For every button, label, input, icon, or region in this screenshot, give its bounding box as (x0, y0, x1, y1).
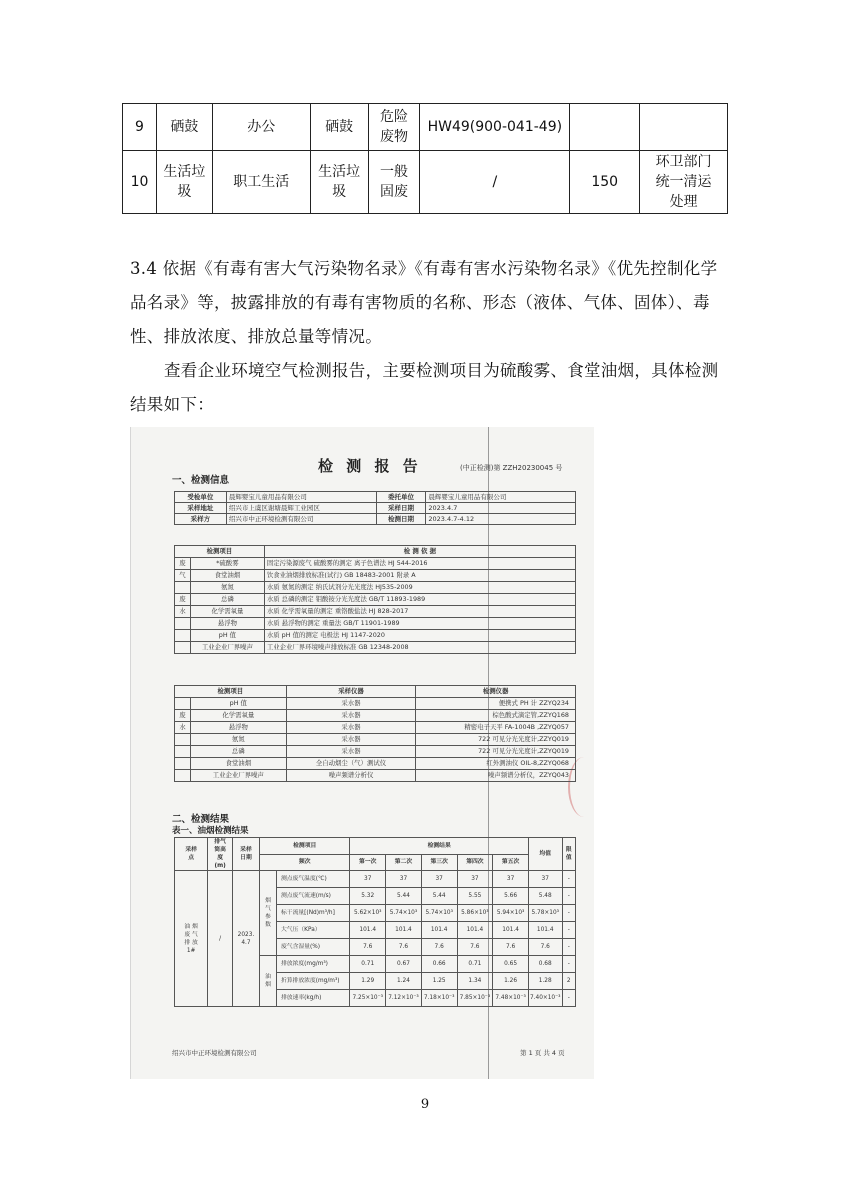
header-cell: 采样仪器 (286, 686, 416, 698)
cell: 办公 (212, 104, 310, 151)
result-value: 1.29 (350, 973, 386, 990)
result-value: 7.6 (493, 939, 529, 956)
info-label: 检测日期 (376, 514, 426, 525)
table-row (175, 618, 576, 630)
result-value: 101.4 (386, 922, 422, 939)
page-number: 9 (420, 1097, 430, 1112)
result-item: 测点废气流速(m/s) (276, 888, 349, 905)
result-value: 5.74×10³ (386, 905, 422, 922)
header-run: 第三次 (421, 854, 457, 871)
methods-table (174, 545, 576, 654)
result-value: 1.26 (493, 973, 529, 990)
cell: 职工生活 (212, 151, 310, 214)
sampler-cell: 全自动烟尘（气）测试仪 (286, 758, 416, 770)
item-cell: 化学需氧量 (190, 606, 264, 618)
info-table (174, 491, 576, 525)
result-value: 5.44 (421, 888, 457, 905)
basis-cell: 水质 氨氮的测定 纳氏试剂分光光度法 HJ535-2009 (264, 582, 575, 594)
group-cell: 废 (175, 558, 191, 570)
info-value: 晨辉婴宝儿童用品有限公司 (226, 492, 376, 503)
group-cell: 气 (175, 570, 191, 582)
table-row (175, 871, 576, 888)
result-value: 7.18×10⁻³ (421, 990, 457, 1007)
result-limit: - (562, 956, 576, 973)
result-average: 5.78×10³ (528, 905, 562, 922)
result-value: 5.55 (457, 888, 493, 905)
result-average: 7.6 (528, 939, 562, 956)
info-label: 采样方 (175, 514, 227, 525)
result-value: 101.4 (350, 922, 386, 939)
result-value: 0.65 (493, 956, 529, 973)
info-value: 绍兴市上虞区谢塘晨辉工业园区 (226, 503, 376, 514)
header-cell: 检测项目 (175, 686, 287, 698)
report-intro-paragraph: 查看企业环境空气检测报告，主要检测项目为硫酸雾、食堂油烟，具体检测结果如下： (130, 361, 719, 414)
sampler-cell: 采水器 (286, 698, 416, 710)
basis-cell: 水质 总磷的测定 钼酸铵分光光度法 GB/T 11893-1989 (264, 594, 575, 606)
result-value: 37 (457, 871, 493, 888)
result-item: 测点废气温度(℃) (276, 871, 349, 888)
detector-cell: 精密电子天平 FA-1004B ,ZZYQ057 (416, 722, 576, 734)
result-average: 7.40×10⁻³ (528, 990, 562, 1007)
table-row (175, 642, 576, 654)
group-cell (175, 746, 191, 758)
result-value: 101.4 (421, 922, 457, 939)
result-value: 7.85×10⁻³ (457, 990, 493, 1007)
section-heading-results: 二、检测结果 (172, 814, 230, 825)
group-flue-gas: 烟 气 参 数 (260, 871, 277, 956)
info-label: 采样地址 (175, 503, 227, 514)
item-cell: 化学需氧量 (190, 710, 286, 722)
header-cell: 检测仪器 (416, 686, 576, 698)
result-value: 0.71 (350, 956, 386, 973)
item-cell: 工业企业厂界噪声 (190, 642, 264, 654)
table-1-title: 表一、油烟检测结果 (172, 826, 249, 836)
group-cell (175, 642, 191, 654)
header-freq: 频次 (260, 854, 350, 871)
header-date: 采样 日期 (232, 838, 259, 871)
cell: 生活垃 圾 (156, 151, 212, 214)
result-average: 0.68 (528, 956, 562, 973)
group-cell: 废 (175, 710, 191, 722)
info-value: 2023.4.7-4.12 (426, 514, 576, 525)
sampler-cell: 噪声频谱分析仪 (286, 770, 416, 782)
waste-table (122, 103, 728, 214)
table-header (175, 546, 576, 558)
result-average: 1.28 (528, 973, 562, 990)
result-average: 5.48 (528, 888, 562, 905)
result-value: 1.34 (457, 973, 493, 990)
result-item: 折算排放浓度(mg/m³) (276, 973, 349, 990)
sampling-date: 2023. 4.7 (232, 871, 259, 1007)
result-limit: - (562, 939, 576, 956)
group-cell (175, 770, 191, 782)
group-cell: 废 (175, 594, 191, 606)
basis-cell: 饮食业油烟排放标准(试行) GB 18483-2001 附录 A (264, 570, 575, 582)
table-row (175, 594, 576, 606)
header-limit: 限 值 (562, 838, 576, 871)
table-row (175, 606, 576, 618)
result-item: 标干流量[(Nd)m³/h] (276, 905, 349, 922)
table-row (175, 558, 576, 570)
group-cell (175, 618, 191, 630)
result-value: 5.62×10³ (350, 905, 386, 922)
result-limit: - (562, 905, 576, 922)
result-value: 5.86×10³ (457, 905, 493, 922)
basis-cell: 工业企业厂界环境噪声排放标准 GB 12348-2008 (264, 642, 575, 654)
group-cell: 水 (175, 722, 191, 734)
header-result: 检测结果 (350, 838, 529, 855)
cell: HW49(900-041-49) (420, 104, 570, 151)
result-value: 5.32 (350, 888, 386, 905)
result-limit: - (562, 922, 576, 939)
cell: 一般 固废 (368, 151, 420, 214)
result-limit: - (562, 990, 576, 1007)
group-cell (175, 758, 191, 770)
info-value: 绍兴市中正环境检测有限公司 (226, 514, 376, 525)
result-limit: - (562, 888, 576, 905)
group-cell (175, 734, 191, 746)
result-value: 0.71 (457, 956, 493, 973)
report-number: (中正检测)第 ZZH20230045 号 (460, 464, 563, 472)
sampler-cell: 采水器 (286, 722, 416, 734)
detector-cell: 722 可见分光光度计,ZZYQ019 (416, 746, 576, 758)
result-average: 37 (528, 871, 562, 888)
cell: 硒鼓 (310, 104, 368, 151)
detector-cell: 722 可见分光光度计,ZZYQ019 (416, 734, 576, 746)
header-run: 第一次 (350, 854, 386, 871)
result-value: 0.66 (421, 956, 457, 973)
table-row (175, 514, 576, 525)
cell (570, 104, 640, 151)
table-row (175, 722, 576, 734)
result-value: 101.4 (493, 922, 529, 939)
item-cell: 总磷 (190, 746, 286, 758)
result-value: 0.67 (386, 956, 422, 973)
detector-cell: 棕色酸式滴定管,ZZYQ168 (416, 710, 576, 722)
cell: 环卫部门 统一清运 处理 (640, 151, 728, 214)
table-header (175, 838, 576, 855)
info-value: 2023.4.7 (426, 503, 576, 514)
result-value: 5.44 (386, 888, 422, 905)
item-cell: 食堂油烟 (190, 570, 264, 582)
group-cell (175, 698, 191, 710)
cell: 危险 废物 (368, 104, 420, 151)
group-oil-fume: 油 烟 (260, 956, 277, 1007)
result-value: 5.74×10³ (421, 905, 457, 922)
header-cell: 检测项目 (175, 546, 265, 558)
info-label: 委托单位 (376, 492, 426, 503)
cell: 150 (570, 151, 640, 214)
cell: 生活垃 圾 (310, 151, 368, 214)
section-heading-info: 一、检测信息 (172, 475, 230, 486)
result-value: 5.94×10³ (493, 905, 529, 922)
item-cell: *硫酸雾 (190, 558, 264, 570)
result-item: 排放浓度(mg/m³) (276, 956, 349, 973)
detector-cell: 便携式 PH 计 ZZYQ234 (416, 698, 576, 710)
header-run: 第五次 (493, 854, 529, 871)
item-cell: 食堂油烟 (190, 758, 286, 770)
sampler-cell: 采水器 (286, 734, 416, 746)
report-title: 检 测 报 告 (318, 457, 422, 475)
result-limit: 2 (562, 973, 576, 990)
item-cell: 悬浮物 (190, 722, 286, 734)
header-run: 第四次 (457, 854, 493, 871)
result-value: 5.66 (493, 888, 529, 905)
cell (640, 104, 728, 151)
item-cell: pH 值 (190, 630, 264, 642)
cell: 硒鼓 (156, 104, 212, 151)
sampler-cell: 采水器 (286, 710, 416, 722)
table-row (175, 492, 576, 503)
item-cell: 氨氮 (190, 734, 286, 746)
result-average: 101.4 (528, 922, 562, 939)
group-cell: 水 (175, 606, 191, 618)
report-footer-company: 绍兴市中正环境检测有限公司 (172, 1049, 257, 1057)
result-limit: - (562, 871, 576, 888)
detector-cell: 红外测油仪 OIL-8,ZZYQ068 (416, 758, 576, 770)
item-cell: 总磷 (190, 594, 264, 606)
result-value: 7.6 (386, 939, 422, 956)
result-value: 7.6 (457, 939, 493, 956)
result-value: 37 (350, 871, 386, 888)
result-value: 7.6 (421, 939, 457, 956)
result-value: 1.25 (421, 973, 457, 990)
group-cell (175, 630, 191, 642)
scanned-test-report (130, 427, 594, 1079)
instruments-table (174, 685, 576, 782)
header-run: 第二次 (386, 854, 422, 871)
table-row (175, 758, 576, 770)
cell: 10 (123, 151, 157, 214)
result-value: 37 (493, 871, 529, 888)
result-value: 7.6 (350, 939, 386, 956)
result-item: 大气压（KPa） (276, 922, 349, 939)
results-table (174, 837, 576, 1007)
result-value: 37 (386, 871, 422, 888)
header-avg: 均值 (528, 838, 562, 871)
sampler-cell: 采水器 (286, 746, 416, 758)
table-row (175, 630, 576, 642)
table-row (123, 104, 728, 151)
result-value: 7.48×10⁻³ (493, 990, 529, 1007)
item-cell: 悬浮物 (190, 618, 264, 630)
header-point: 采样 点 (175, 838, 208, 871)
table-row (175, 746, 576, 758)
detector-cell: 噪声频谱分析仪，ZZYQ043 (416, 770, 576, 782)
header-item: 检测项目 (260, 838, 350, 855)
result-value: 1.24 (386, 973, 422, 990)
header-cell: 检 测 依 据 (264, 546, 575, 558)
table-row (175, 710, 576, 722)
result-value: 101.4 (457, 922, 493, 939)
basis-cell: 固定污染源废气 硫酸雾的测定 离子色谱法 HJ 544-2016 (264, 558, 575, 570)
info-label: 采样日期 (376, 503, 426, 514)
info-label: 受检单位 (175, 492, 227, 503)
item-cell: 氨氮 (190, 582, 264, 594)
report-footer-page: 第 1 页 共 4 页 (520, 1049, 565, 1057)
table-row (123, 151, 728, 214)
table-row (175, 582, 576, 594)
table-row (175, 698, 576, 710)
table-row (175, 503, 576, 514)
basis-cell: 水质 悬浮物的测定 重量法 GB/T 11901-1989 (264, 618, 575, 630)
result-value: 37 (421, 871, 457, 888)
info-value: 晨辉婴宝儿童用品有限公司 (426, 492, 576, 503)
table-row (175, 734, 576, 746)
cell: / (420, 151, 570, 214)
item-cell: pH 值 (190, 698, 286, 710)
group-cell (175, 582, 191, 594)
basis-cell: 水质 化学需氧量的测定 重铬酸盐法 HJ 828-2017 (264, 606, 575, 618)
sampling-point: 油 烟 废 气 排 放 1# (175, 871, 208, 1007)
header-height: 排气 筒高 度 (m) (208, 838, 233, 871)
item-cell: 工业企业厂界噪声 (190, 770, 286, 782)
table-row (175, 570, 576, 582)
scan-edge (130, 427, 131, 1079)
table-header (175, 686, 576, 698)
stack-height: / (208, 871, 233, 1007)
result-item: 排放速率(kg/h) (276, 990, 349, 1007)
result-item: 废气含湿量(%) (276, 939, 349, 956)
basis-cell: 水质 pH 值的测定 电极法 HJ 1147-2020 (264, 630, 575, 642)
section-3-4-paragraph: 3.4 依据《有毒有害大气污染物名录》《有毒有害水污染物名录》《优先控制化学品名录》等，披露排放的有毒有害物质的名称、形态（液体、气体、固体）、毒性、排放浓度、排放总量等情况。 (130, 259, 718, 346)
result-value: 7.12×10⁻³ (386, 990, 422, 1007)
result-value: 7.25×10⁻³ (350, 990, 386, 1007)
cell: 9 (123, 104, 157, 151)
table-row (175, 770, 576, 782)
